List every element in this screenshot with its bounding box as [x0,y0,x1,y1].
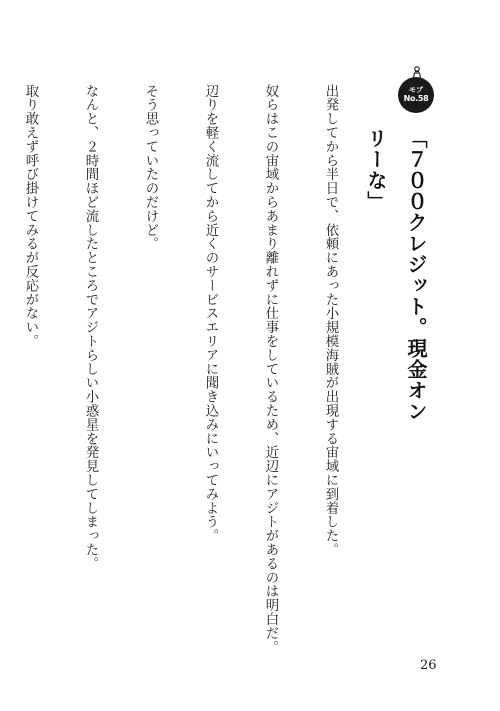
body-text [23,84,380,654]
page-number: 26 [420,658,437,673]
body-line: なんと、２時間ほど流したところでアジトらしい小惑星を発見してしまった。 [83,84,98,571]
body-line: そう思っていたのだけど。 [143,84,158,251]
body-line: 奴らはこの宙域からあまり離れずに仕事をしているため、近辺にアジトがあるのは明白だ。 [263,84,278,654]
badge-number: No.58 [403,94,429,103]
chapter-title: 「７００クレジット。現金オンリーな」 [364,128,428,422]
badge-circle [398,77,434,113]
mob-badge [398,66,436,124]
body-line: 出発してから半日で、依頼にあった小規模海賊が出現する宙域に到着した。 [323,84,338,557]
body-line: 取り敢えず呼び掛けてみるが反応がない。 [23,84,38,349]
body-line: 辺りを軽く流してから近くのサービスエリアに聞き込みにいってみよう。 [203,84,218,543]
badge-label: モブ [409,86,423,94]
